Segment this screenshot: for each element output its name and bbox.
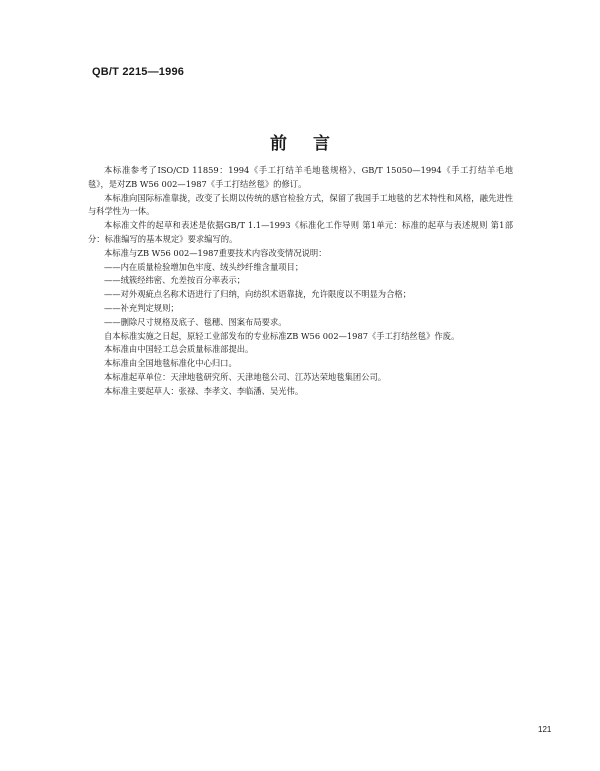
list-item: ——绒簇经纬密、允差按百分率表示； (104, 275, 246, 286)
list-item: ——内在质量检验增加色牢度、绒头纱纤维含量项目； (104, 261, 304, 272)
paragraph-reference: 本标准参考了ISO/CD 11859：1994《手工打结羊毛地毯规格》、GB/T 15050—1994《手工打结羊毛地毯》，是对ZB W56 002—1987《手工打结丝毯》的修订。 (88, 165, 513, 189)
paragraph-proposed-by: 本标准由中国轻工总会质量标准部提出。 (104, 344, 254, 355)
paragraph-changes-intro: 本标准与ZB W56 002—1987重要技术内容改变情况说明： (104, 247, 327, 258)
page-title: 前言 (270, 134, 356, 154)
foreword-body (88, 164, 513, 399)
paragraph-drafting-units: 本标准起草单位：天津地毯研究所、天津地毯公司、江苏达荣地毯集团公司。 (104, 371, 387, 382)
list-item: ——补充判定规则； (104, 302, 179, 313)
page-number: 121 (538, 725, 552, 734)
changes-list (88, 261, 513, 330)
paragraph-drafting-basis: 本标准文件的起草和表述是依据GB/T 1.1—1993《标准化工作导则 第1单元：标准的起草与表述规则 第1部分：标准编写的基本规定》要求编写的。 (88, 220, 513, 244)
paragraph-drafters: 本标准主要起草人：张禄、李孝文、李临潘、吴光伟。 (104, 385, 304, 396)
paragraph-supersedes: 自本标准实施之日起，原轻工业部发布的专业标准ZB W56 002—1987《手工打结丝毯》作废。 (104, 330, 460, 341)
paragraph-international: 本标准向国际标准靠拢，改变了长期以传统的感官检验方式，保留了我国手工地毯的艺术特性和风格，融先进性与科学性为一体。 (88, 192, 513, 217)
standard-code: QB/T 2215—1996 (92, 66, 185, 78)
list-item: ——对外观疵点名称术语进行了归纳，向纺织术语靠拢，允许限度以不明显为合格； (104, 289, 411, 300)
list-item: ——删除尺寸规格及底子、毯穗、图案布局要求。 (104, 316, 287, 327)
paragraph-centralized-by: 本标准由全国地毯标准化中心归口。 (104, 358, 237, 369)
